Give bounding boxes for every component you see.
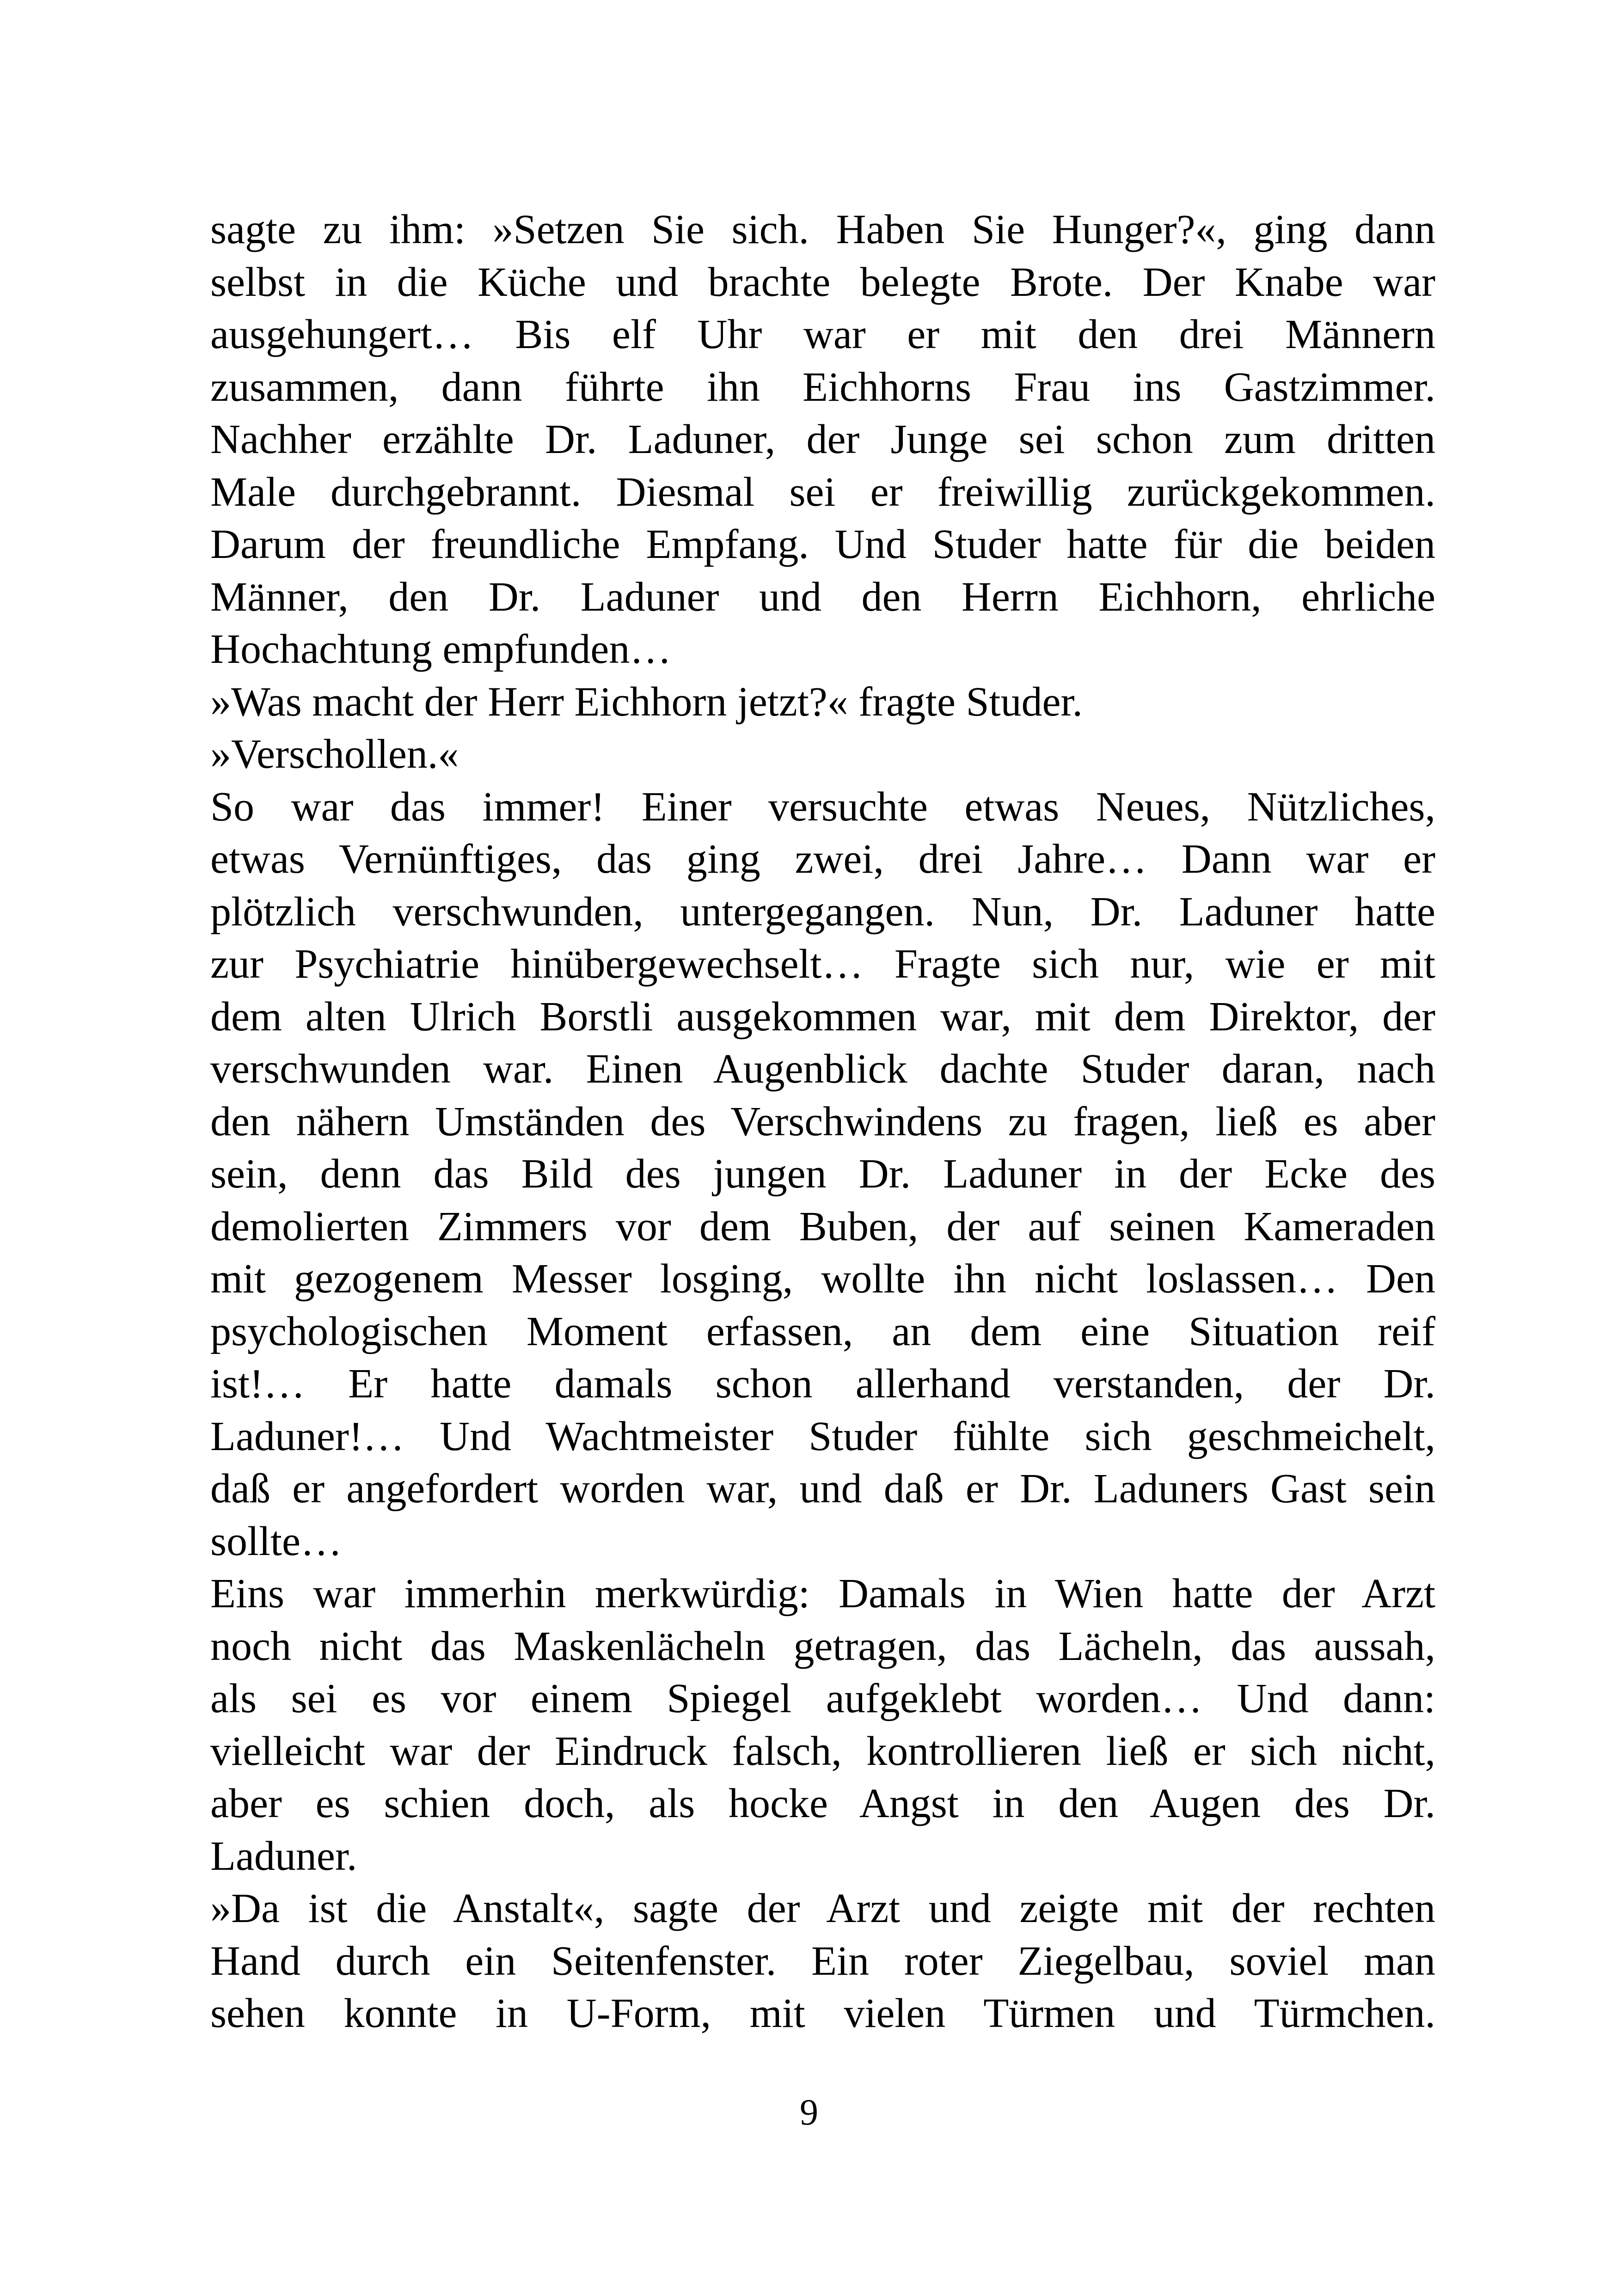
text-line: Laduner. — [210, 1833, 357, 1879]
text-line: Hochachtung empfunden… — [210, 626, 672, 672]
text-line: plötzlich verschwunden, untergegangen. Nun, Dr. Laduner hatte — [210, 888, 1435, 935]
text-line: »Verschollen.« — [210, 731, 459, 777]
text-line: So war das immer! Einer versuchte etwas Neues, Nützliches, — [210, 784, 1435, 830]
body-text — [210, 203, 1435, 2040]
text-line: sehen konnte in U-Form, mit vielen Türmen und Türmchen. — [210, 1990, 1435, 2036]
text-line: vielleicht war der Eindruck falsch, kontrollieren ließ er sich nicht, — [210, 1728, 1435, 1774]
text-line: sagte zu ihm: »Setzen Sie sich. Haben Sie Hunger?«, ging dann — [210, 207, 1435, 252]
text-line: verschwunden war. Einen Augenblick dachte Studer daran, nach — [210, 1046, 1435, 1092]
text-line: noch nicht das Maskenlächeln getragen, das Lächeln, das aussah, — [210, 1623, 1435, 1669]
text-line: Hand durch ein Seitenfenster. Ein roter Ziegelbau, soviel man — [210, 1938, 1435, 1984]
text-line: Laduner!… Und Wachtmeister Studer fühlte sich geschmeichelt, — [210, 1413, 1435, 1459]
text-line: Darum der freundliche Empfang. Und Studer hatte für die beiden — [210, 521, 1435, 567]
text-line: psychologischen Moment erfassen, an dem eine Situation reif — [210, 1308, 1435, 1354]
text-line: selbst in die Küche und brachte belegte Brote. Der Knabe war — [210, 259, 1435, 305]
text-line: als sei es vor einem Spiegel aufgeklebt worden… Und dann: — [210, 1676, 1435, 1721]
text-line: demolierten Zimmers vor dem Buben, der auf seinen Kameraden — [210, 1203, 1435, 1249]
text-line: Male durchgebrannt. Diesmal sei er freiwillig zurückgekommen. — [210, 469, 1435, 515]
text-line: dem alten Ulrich Borstli ausgekommen war, mit dem Direktor, der — [210, 993, 1435, 1040]
text-line: etwas Vernünftiges, das ging zwei, drei Jahre… Dann war er — [210, 836, 1435, 882]
text-line: Eins war immerhin merkwürdig: Damals in Wien hatte der Arzt — [210, 1571, 1435, 1616]
page-number: 9 — [800, 2092, 818, 2133]
text-line: »Was macht der Herr Eichhorn jetzt?« fragte Studer. — [210, 679, 1083, 725]
text-line: ist!… Er hatte damals schon allerhand verstanden, der Dr. — [210, 1361, 1435, 1407]
text-line: Männer, den Dr. Laduner und den Herrn Eichhorn, ehrliche — [210, 574, 1435, 620]
text-line: mit gezogenem Messer losging, wollte ihn nicht loslassen… Den — [210, 1256, 1435, 1302]
text-line: Nachher erzählte Dr. Laduner, der Junge sei schon zum dritten — [210, 416, 1435, 462]
text-line: aber es schien doch, als hocke Angst in den Augen des Dr. — [210, 1781, 1435, 1826]
text-line: sein, denn das Bild des jungen Dr. Laduner in der Ecke des — [210, 1151, 1435, 1197]
text-line: zur Psychiatrie hinübergewechselt… Fragte sich nur, wie er mit — [210, 941, 1435, 987]
text-line: zusammen, dann führte ihn Eichhorns Frau ins Gastzimmer. — [210, 364, 1435, 410]
text-line: daß er angefordert worden war, und daß er Dr. Laduners Gast sein — [210, 1466, 1435, 1512]
text-line: ausgehungert… Bis elf Uhr war er mit den drei Männern — [210, 312, 1435, 357]
text-line: sollte… — [210, 1518, 342, 1564]
text-line: »Da ist die Anstalt«, sagte der Arzt und zeigte mit der rechten — [210, 1886, 1435, 1931]
text-line: den nähern Umständen des Verschwindens zu fragen, ließ es aber — [210, 1098, 1435, 1145]
